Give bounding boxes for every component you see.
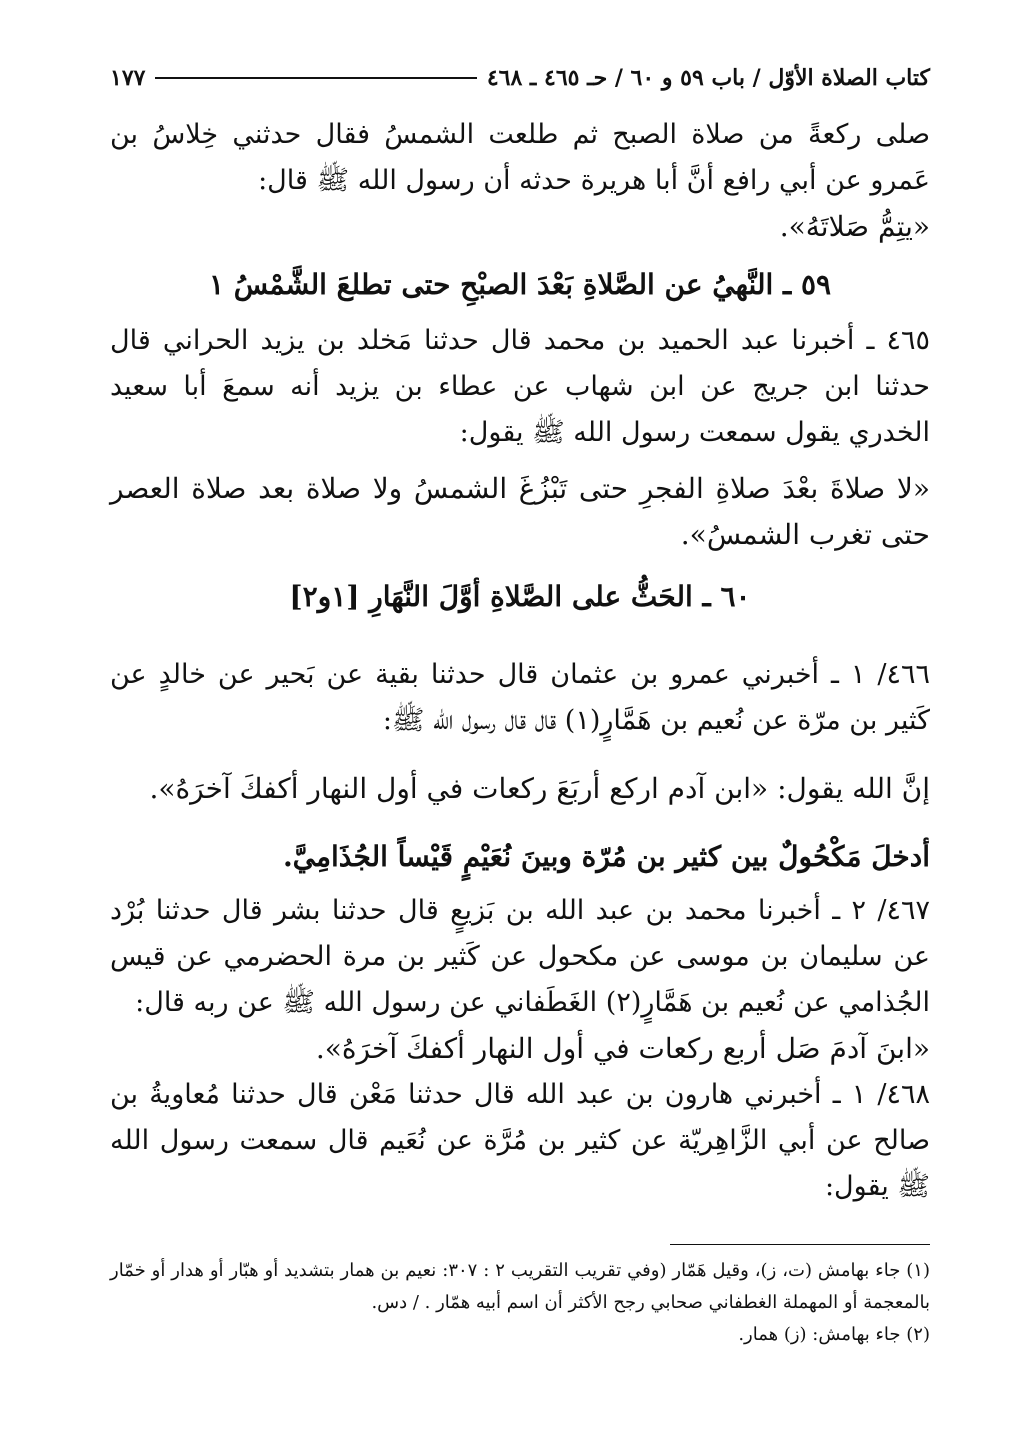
paragraph-continuation: صلى ركعةً من صلاة الصبح ثم طلعت الشمسُ فقال حدثني خِلاسُ بن عَمرو عن أبي رافع أنَّ أبا هريرة حدثه أن رسول الله ﷺ قال:	[110, 119, 930, 196]
running-header	[110, 60, 930, 96]
footnote-2: (٢) جاء بهامش: (ز) همار.	[738, 1324, 930, 1345]
hadith-466: ٤٦٦/ ١ ـ أخبرني عمرو بن عثمان قال حدثنا بقية عن بَحير عن خالدٍ عن كَثير بن مرّة عن نُعيم بن هَمَّارٍ(١) قال قال رسول الله ﷺ:	[110, 659, 930, 736]
hadith-467: ٤٦٧/ ٢ ـ أخبرنا محمد بن عبد الله بن بَزيعٍ قال حدثنا بشر قال حدثنا بُرْد عن سليمان بن موسى عن مكحول عن كَثير بن مرة الحضرمي عن قيس الجُذامي عن نُعيم بن هَمَّارٍ(٢) الغَطَفاني عن رسول الله ﷺ عن ربه قال:	[110, 895, 930, 1018]
hadith-467-quote: «ابنَ آدمَ صَل أربع ركعات في أول النهار أكفكَ آخرَهُ».	[315, 1032, 930, 1065]
hadith-468: ٤٦٨/ ١ ـ أخبرني هارون بن عبد الله قال حدثنا مَعْن قال حدثنا مُعاويةُ بن صالح عن أبي الزَّاهِريّة عن كثير بن مُرَّة عن نُعَيم قال سمعت رسول الله ﷺ يقول:	[110, 1079, 930, 1202]
page-body	[110, 112, 930, 1351]
page-number: ١٧٧	[110, 65, 146, 91]
hadith-quote: «يتِمُّ صَلاتَهُ».	[779, 210, 930, 243]
hadith-465: ٤٦٥ ـ أخبرنا عبد الحميد بن محمد قال حدثنا مَخلد بن يزيد الحراني قال حدثنا ابن جريج عن ابن شهاب عن عطاء بن يزيد أنه سمعَ أبا سعيد الخدري يقول سمعت رسول الله ﷺ يقول:	[110, 325, 930, 448]
hadith-466-quote: إنَّ الله يقول: «ابن آدم اركع أربَعَ ركعات في أول النهار أكفكَ آخرَهُ».	[149, 772, 930, 805]
hadith-465-quote: «لا صلاةَ بعْدَ صلاةِ الفجرِ حتى تَبْزُغَ الشمسُ ولا صلاة بعد صلاة العصر حتى تغرب الشمسُ».	[110, 472, 930, 551]
footnote-separator	[670, 1244, 930, 1245]
chapter-heading-60: ٦٠ ـ الحَثُّ على الصَّلاةِ أوَّلَ النَّهَارِ [١و٢]	[289, 580, 751, 613]
header-rule	[155, 77, 476, 79]
chapter-heading-59: ٥٩ ـ النَّهيُ عن الصَّلاةِ بَعْدَ الصبْحِ حتى تطلعَ الشَّمْسُ ١	[208, 268, 832, 301]
document-page	[110, 60, 930, 1351]
footnote-1: (١) جاء بهامش (ت، ز)، وقيل هَمّار (وفي تقريب التقريب ٢ : ٣٠٧: نعيم بن همار بتشديد أو هبّار أو هدار أو خمّار بالمعجمة أو المهملة الغطفاني صحابي رجح الأكثر أن اسم أبيه همّار . / دس.	[110, 1260, 930, 1313]
hadith-466-note: أدخلَ مَكْحُولٌ بين كثير بن مُرّة وبينَ نُعَيْمٍ قَيْساً الجُذَامِيَّ.	[282, 840, 930, 873]
header-title: كتاب الصلاة الأوّل / باب ٥٩ و ٦٠ / حـ ٤٦٥ ـ ٤٦٨	[486, 65, 930, 91]
